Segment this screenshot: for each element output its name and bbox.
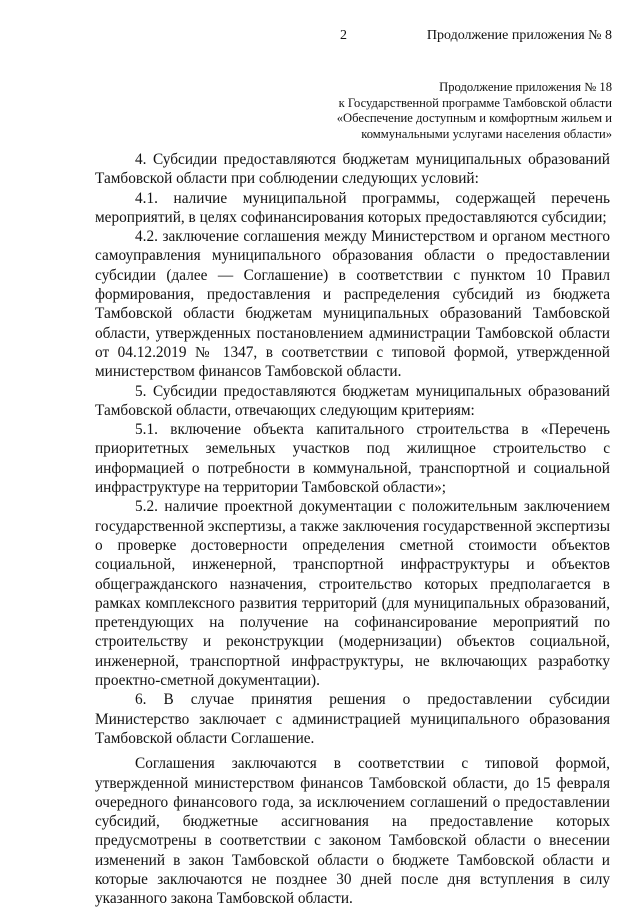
appendix-line: Продолжение приложения № 18 [439,80,612,94]
paragraph-6: 6. В случае принятия решения о предоставлении субсидии Министерство заключает с администрацией муниципального образования Тамбовской области Соглашение. [95,691,610,747]
appendix-line: «Обеспечение доступным и комфортным жильем и [336,111,612,125]
paragraph-5: 5. Субсидии предоставляются бюджетам муниципальных образований Тамбовской области, отвечающих следующим критериям: [95,382,610,419]
paragraph-4-2: 4.2. заключение соглашения между Министерством и органом местного самоуправления муниципального образования области о предоставлении субсидии (далее — Соглашение) в соответствии с пунктом 10 Правил формирования, предоставления и распределения субсидий из бюджета Тамбовской области бюджетам муниципальных образований Тамбовской области, утвержденных постановлением администрации Тамбовской области от 04.12.2019 № 1347, в соответствии с типовой формой, утвержденной министерством финансов Тамбовской области. [95,228,610,381]
paragraph-4: 4. Субсидии предоставляются бюджетам муниципальных образований Тамбовской области при соблюдении следующих условий: [95,151,610,188]
paragraph-agreements: Соглашения заключаются в соответствии с типовой формой, утвержденной министерством финансов Тамбовской области, до 15 февраля очередного финансового года, за исключением соглашений о предоставлении субсидий, бюджетные ассигнования на предоставление которых предусмотрены в соответствии с законом Тамбовской области о внесении изменений в закон Тамбовской области о бюджете Тамбовской области и которые заключаются не позднее 30 дней после дня вступления в силу указанного закона Тамбовской области. [95,755,610,908]
appendix-reference-block [292,80,612,142]
document-body [95,150,610,909]
paragraph-5-1: 5.1. включение объекта капитального строительства в «Перечень приоритетных земельных участков под жилищное строительство с информацией о потребности в коммунальной, транспортной и социальной инфраструктуре на территории Тамбовской области»; [95,421,610,497]
paragraph-5-2: 5.2. наличие проектной документации с положительным заключением государственной экспертизы, а также заключения государственной экспертизы о проверке достоверности определения сметной стоимости объектов социальной, инженерной, транспортной инфраструктуры и объектов общегражданского назначения, строительство которых предполагается в рамках комплексного развития территорий (для муниципальных образований, претендующих на получение на софинансирование мероприятий по строительству и реконструкции (модернизации) объектов социальной, инженерной, транспортной инфраструктуры, не включающих разработку проектно-сметной документации). [95,498,610,690]
page-number: 2 [340,28,347,43]
paragraph-4-1: 4.1. наличие муниципальной программы, содержащей перечень мероприятий, в целях софинансирования которых предоставляются субсидии; [95,189,610,226]
appendix-continuation-header: Продолжение приложения № 8 [426,28,612,43]
appendix-line: коммунальными услугами населения области» [361,126,612,141]
appendix-line: к Государственной программе Тамбовской области [338,95,612,110]
